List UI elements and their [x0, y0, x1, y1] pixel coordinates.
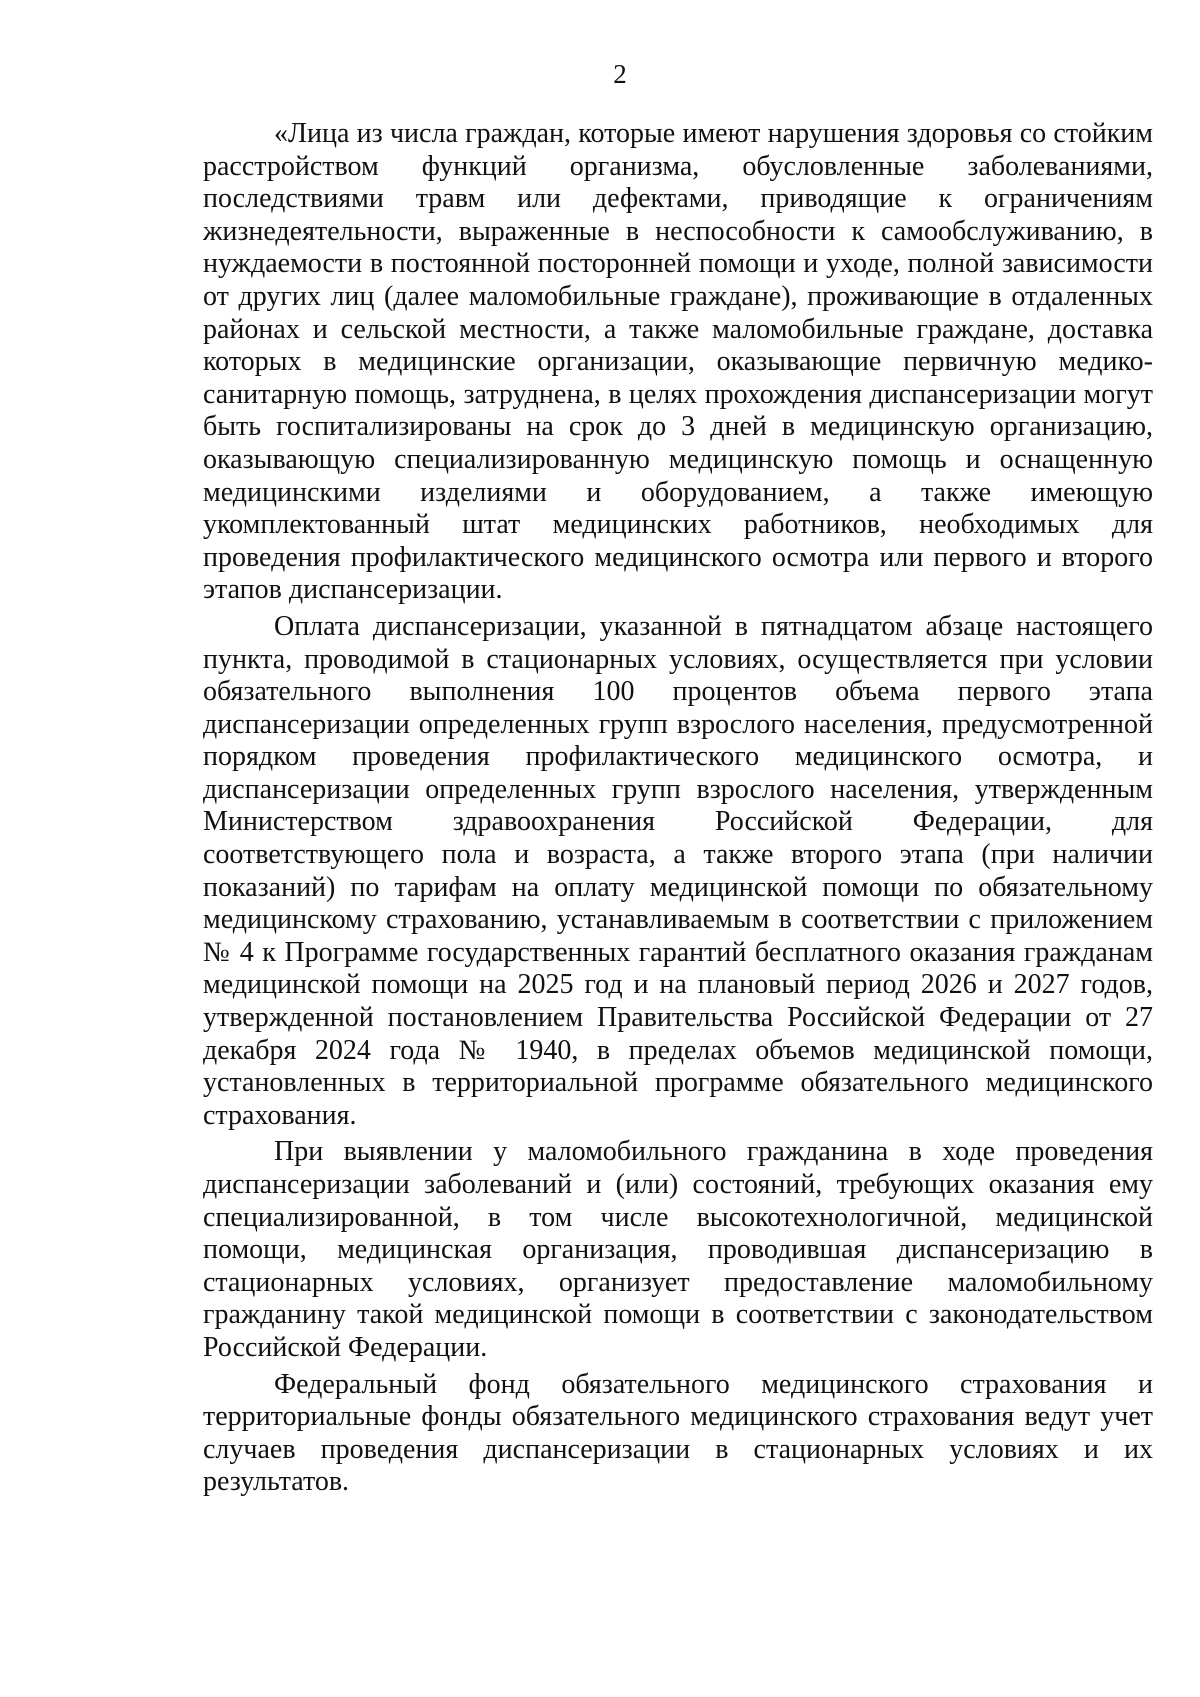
paragraph-2: Оплата диспансеризации, указанной в пятнадцатом абзаце настоящего пункта, проводимой в стационарных условиях, осуществляется при условии обязательного выполнения 100 процентов объема первого этапа диспансеризации определенных групп взрослого населения, предусмотренной порядком проведения профилактического медицинского осмотра, и диспансеризации определенных групп взрослого населения, утвержденным Министерством здравоохранения Российской Федерации, для соответствующего пола и возраста, а также второго этапа (при наличии показаний) по тарифам на оплату медицинской помощи по обязательному медицинскому страхованию, устанавливаемым в соответствии с приложением № 4 к Программе государственных гарантий бесплатного оказания гражданам медицинской помощи на 2025 год и на плановый период 2026 и 2027 годов, утвержденной постановлением Правительства Российской Федерации от 27 декабря 2024 года № 1940, в пределах объемов медицинской помощи, установленных в территориальной программе обязательного медицинского страхования.: [203, 610, 1153, 1131]
document-body: [203, 118, 1153, 1503]
paragraph-4: Федеральный фонд обязательного медицинского страхования и территориальные фонды обязательного медицинского страхования ведут учет случаев проведения диспансеризации в стационарных условиях и их результатов.: [203, 1368, 1153, 1498]
page-number: 2: [613, 59, 627, 89]
paragraph-3: При выявлении у маломобильного гражданина в ходе проведения диспансеризации заболеваний и (или) состояний, требующих оказания ему специализированной, в том числе высокотехнологичной, медицинской помощи, медицинская организация, проводившая диспансеризацию в стационарных условиях, организует предоставление маломобильному гражданину такой медицинской помощи в соответствии с законодательством Российской Федерации.: [203, 1136, 1153, 1363]
paragraph-1: «Лица из числа граждан, которые имеют нарушения здоровья со стойким расстройством функций организма, обусловленные заболеваниями, последствиями травм или дефектами, приводящие к ограничениям жизнедеятельности, выраженные в неспособности к самообслуживанию, в нуждаемости в постоянной посторонней помощи и уходе, полной зависимости от других лиц (далее маломобильные граждане), проживающие в отдаленных районах и сельской местности, а также маломобильные граждане, доставка которых в медицинские организации, оказывающие первичную медико-санитарную помощь, затруднена, в целях прохождения диспансеризации могут быть госпитализированы на срок до 3 дней в медицинскую организацию, оказывающую специализированную медицинскую помощь и оснащенную медицинскими изделиями и оборудованием, а также имеющую укомплектованный штат медицинских работников, необходимых для проведения профилактического медицинского осмотра или первого и второго этапов диспансеризации.: [203, 118, 1153, 606]
